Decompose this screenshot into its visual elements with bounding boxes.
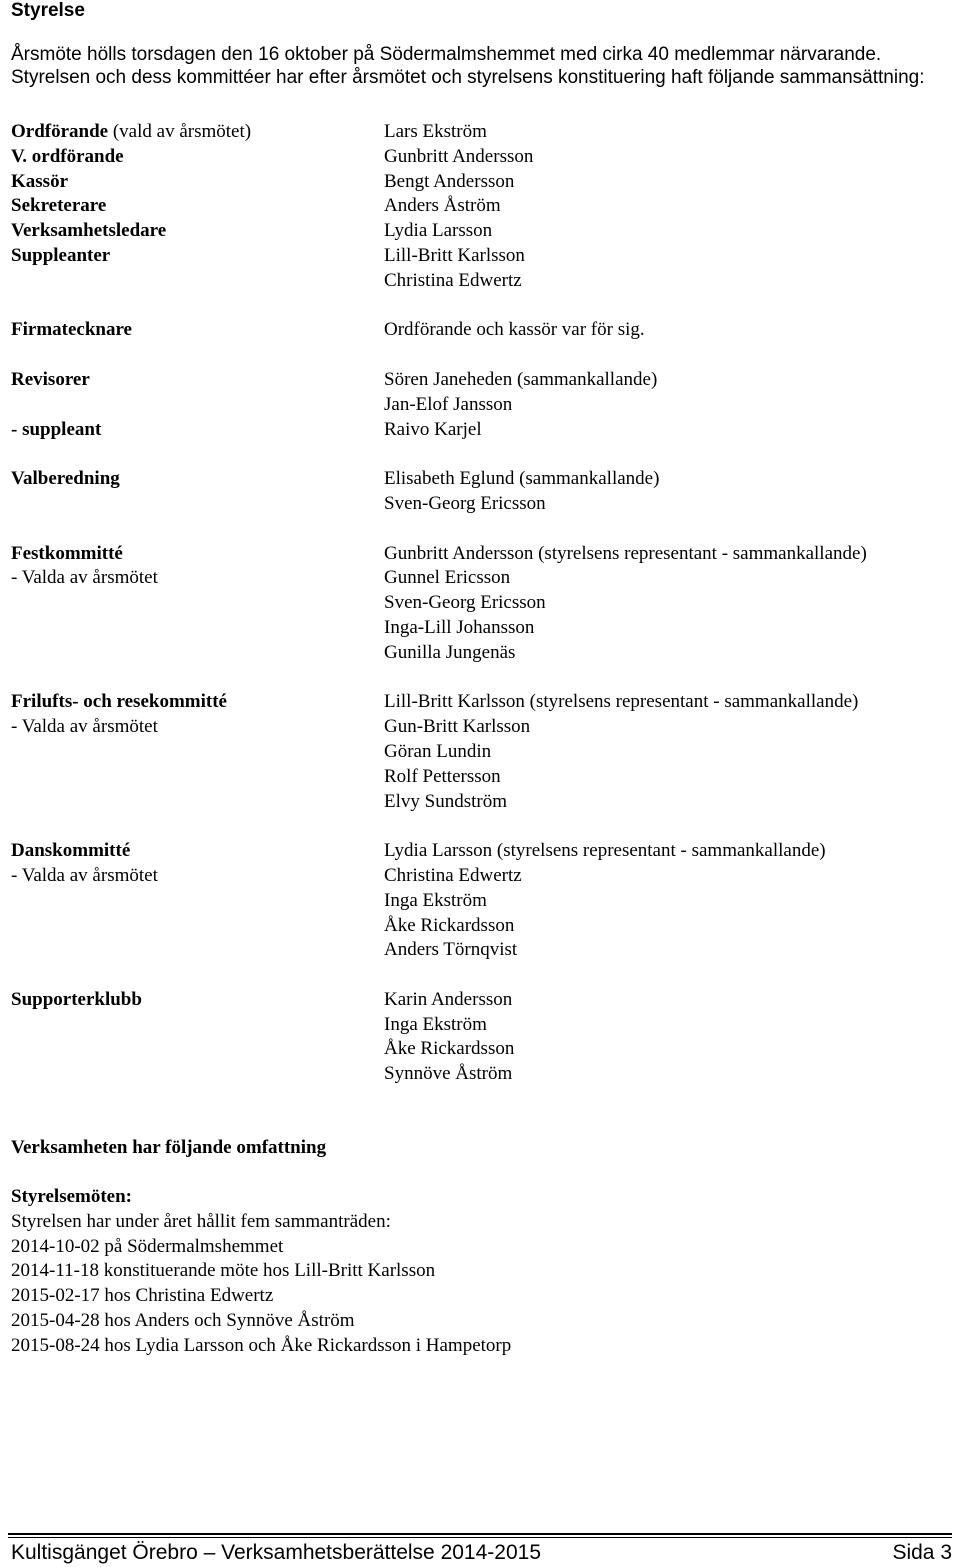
member-name: Elvy Sundström [384,790,507,812]
member-name: Anders Törnqvist [384,939,518,961]
member-name: Christina Edwertz [384,864,522,886]
member-name: Gunbritt Andersson [384,145,534,167]
role-label: Ordförande [11,121,109,142]
board-row-ordforande [11,120,951,145]
role-note: (vald av årsmötet) [108,121,252,142]
committee-row [11,988,951,1013]
board-row-firmatecknare [11,318,951,343]
board-row-kassor [11,170,951,195]
board-row-valberedning [11,467,951,492]
role-label: Valberedning [11,468,120,490]
role-label: Verksamhetsledare [11,220,167,242]
committee-sub: - Valda av årsmötet [11,567,158,589]
footer-divider [8,1533,952,1535]
member-name: Karin Andersson [384,988,513,1010]
meetings-intro: Styrelsen har under året hållit fem sammanträden: [11,1210,391,1232]
committee-name: Festkommitté [11,542,123,564]
committee-sub: - Valda av årsmötet [11,864,158,886]
member-name: Lydia Larsson [384,220,493,242]
meetings-heading: Styrelsemöten: [11,1186,133,1207]
member-name: Lars Ekström [384,121,487,142]
meeting-item: 2014-11-18 konstituerande möte hos Lill-Britt Karlsson [11,1260,436,1282]
member-name: Christina Edwertz [384,269,522,291]
meeting-item: 2015-08-24 hos Lydia Larsson och Åke Rickardsson i Hampetorp [11,1334,512,1356]
member-name: Åke Rickardsson [384,914,515,936]
board-table [11,120,951,1087]
member-name: Lydia Larsson (styrelsens representant - sammankallande) [384,840,826,862]
member-name: Gun-Britt Karlsson [384,716,531,738]
member-name: Sven-Georg Ericsson [384,492,546,514]
member-name: Synnöve Åström [384,1063,513,1085]
role-label: - suppleant [11,418,102,440]
committee-row [11,839,951,864]
committee-sub: - Valda av årsmötet [11,716,158,738]
member-name: Göran Lundin [384,740,492,762]
member-name: Sören Janeheden (sammankallande) [384,368,658,390]
board-row-sekreterare [11,194,951,219]
page-number: Sida 3 [892,1541,952,1564]
meeting-item: 2015-04-28 hos Anders och Synnöve Åström [11,1309,355,1331]
member-name: Gunbritt Andersson (styrelsens representant - sammankallande) [384,542,867,564]
footer-title: Kultisgänget Örebro – Verksamhetsberättelse 2014-2015 [11,1541,541,1564]
committee-name: Supporterklubb [11,988,142,1010]
section-heading: Verksamheten har följande omfattning [11,1137,327,1158]
member-name: Inga-Lill Johansson [384,616,535,638]
role-label: Firmatecknare [11,319,132,341]
member-name: Gunnel Ericsson [384,567,511,589]
member-name: Ordförande och kassör var för sig. [384,319,645,341]
board-row-suppleanter [11,244,951,269]
member-name: Lill-Britt Karlsson [384,244,525,266]
member-name: Gunilla Jungenäs [384,641,516,663]
member-name: Inga Ekström [384,889,487,911]
board-row-vice [11,145,951,170]
committee-name: Danskommitté [11,840,131,862]
board-row-revisorer [11,368,951,393]
meetings-section [11,1185,511,1359]
role-label: Kassör [11,170,68,192]
member-name: Jan-Elof Jansson [384,393,513,415]
footer-divider [8,1537,952,1538]
committee-name: Frilufts- och resekommitté [11,691,227,713]
page-title: Styrelse [11,0,85,21]
member-name: Sven-Georg Ericsson [384,592,546,614]
member-name: Rolf Pettersson [384,765,501,787]
member-name: Elisabeth Eglund (sammankallande) [384,468,660,490]
board-row-revisor-suppleant [11,418,951,443]
member-name: Inga Ekström [384,1013,487,1035]
meeting-item: 2015-02-17 hos Christina Edwertz [11,1285,274,1307]
role-label: Suppleanter [11,244,111,266]
intro-line: Styrelsen och dess kommittéer har efter årsmötet och styrelsens konstituering haft följande sammansättning: [11,67,925,88]
member-name: Åke Rickardsson [384,1038,515,1060]
role-label: Revisorer [11,368,90,390]
member-name: Lill-Britt Karlsson (styrelsens representant - sammankallande) [384,691,859,713]
committee-row [11,690,951,715]
member-name: Bengt Andersson [384,170,515,192]
board-row-verksamhetsledare [11,219,951,244]
member-name: Raivo Karjel [384,418,482,440]
role-label: Sekreterare [11,195,107,217]
role-label: V. ordförande [11,145,124,167]
intro-line: Årsmöte hölls torsdagen den 16 oktober på Södermalmshemmet med cirka 40 medlemmar närvarande. [11,44,882,65]
member-name: Anders Åström [384,195,501,217]
committee-row [11,542,951,567]
meeting-item: 2014-10-02 på Södermalmshemmet [11,1235,284,1257]
